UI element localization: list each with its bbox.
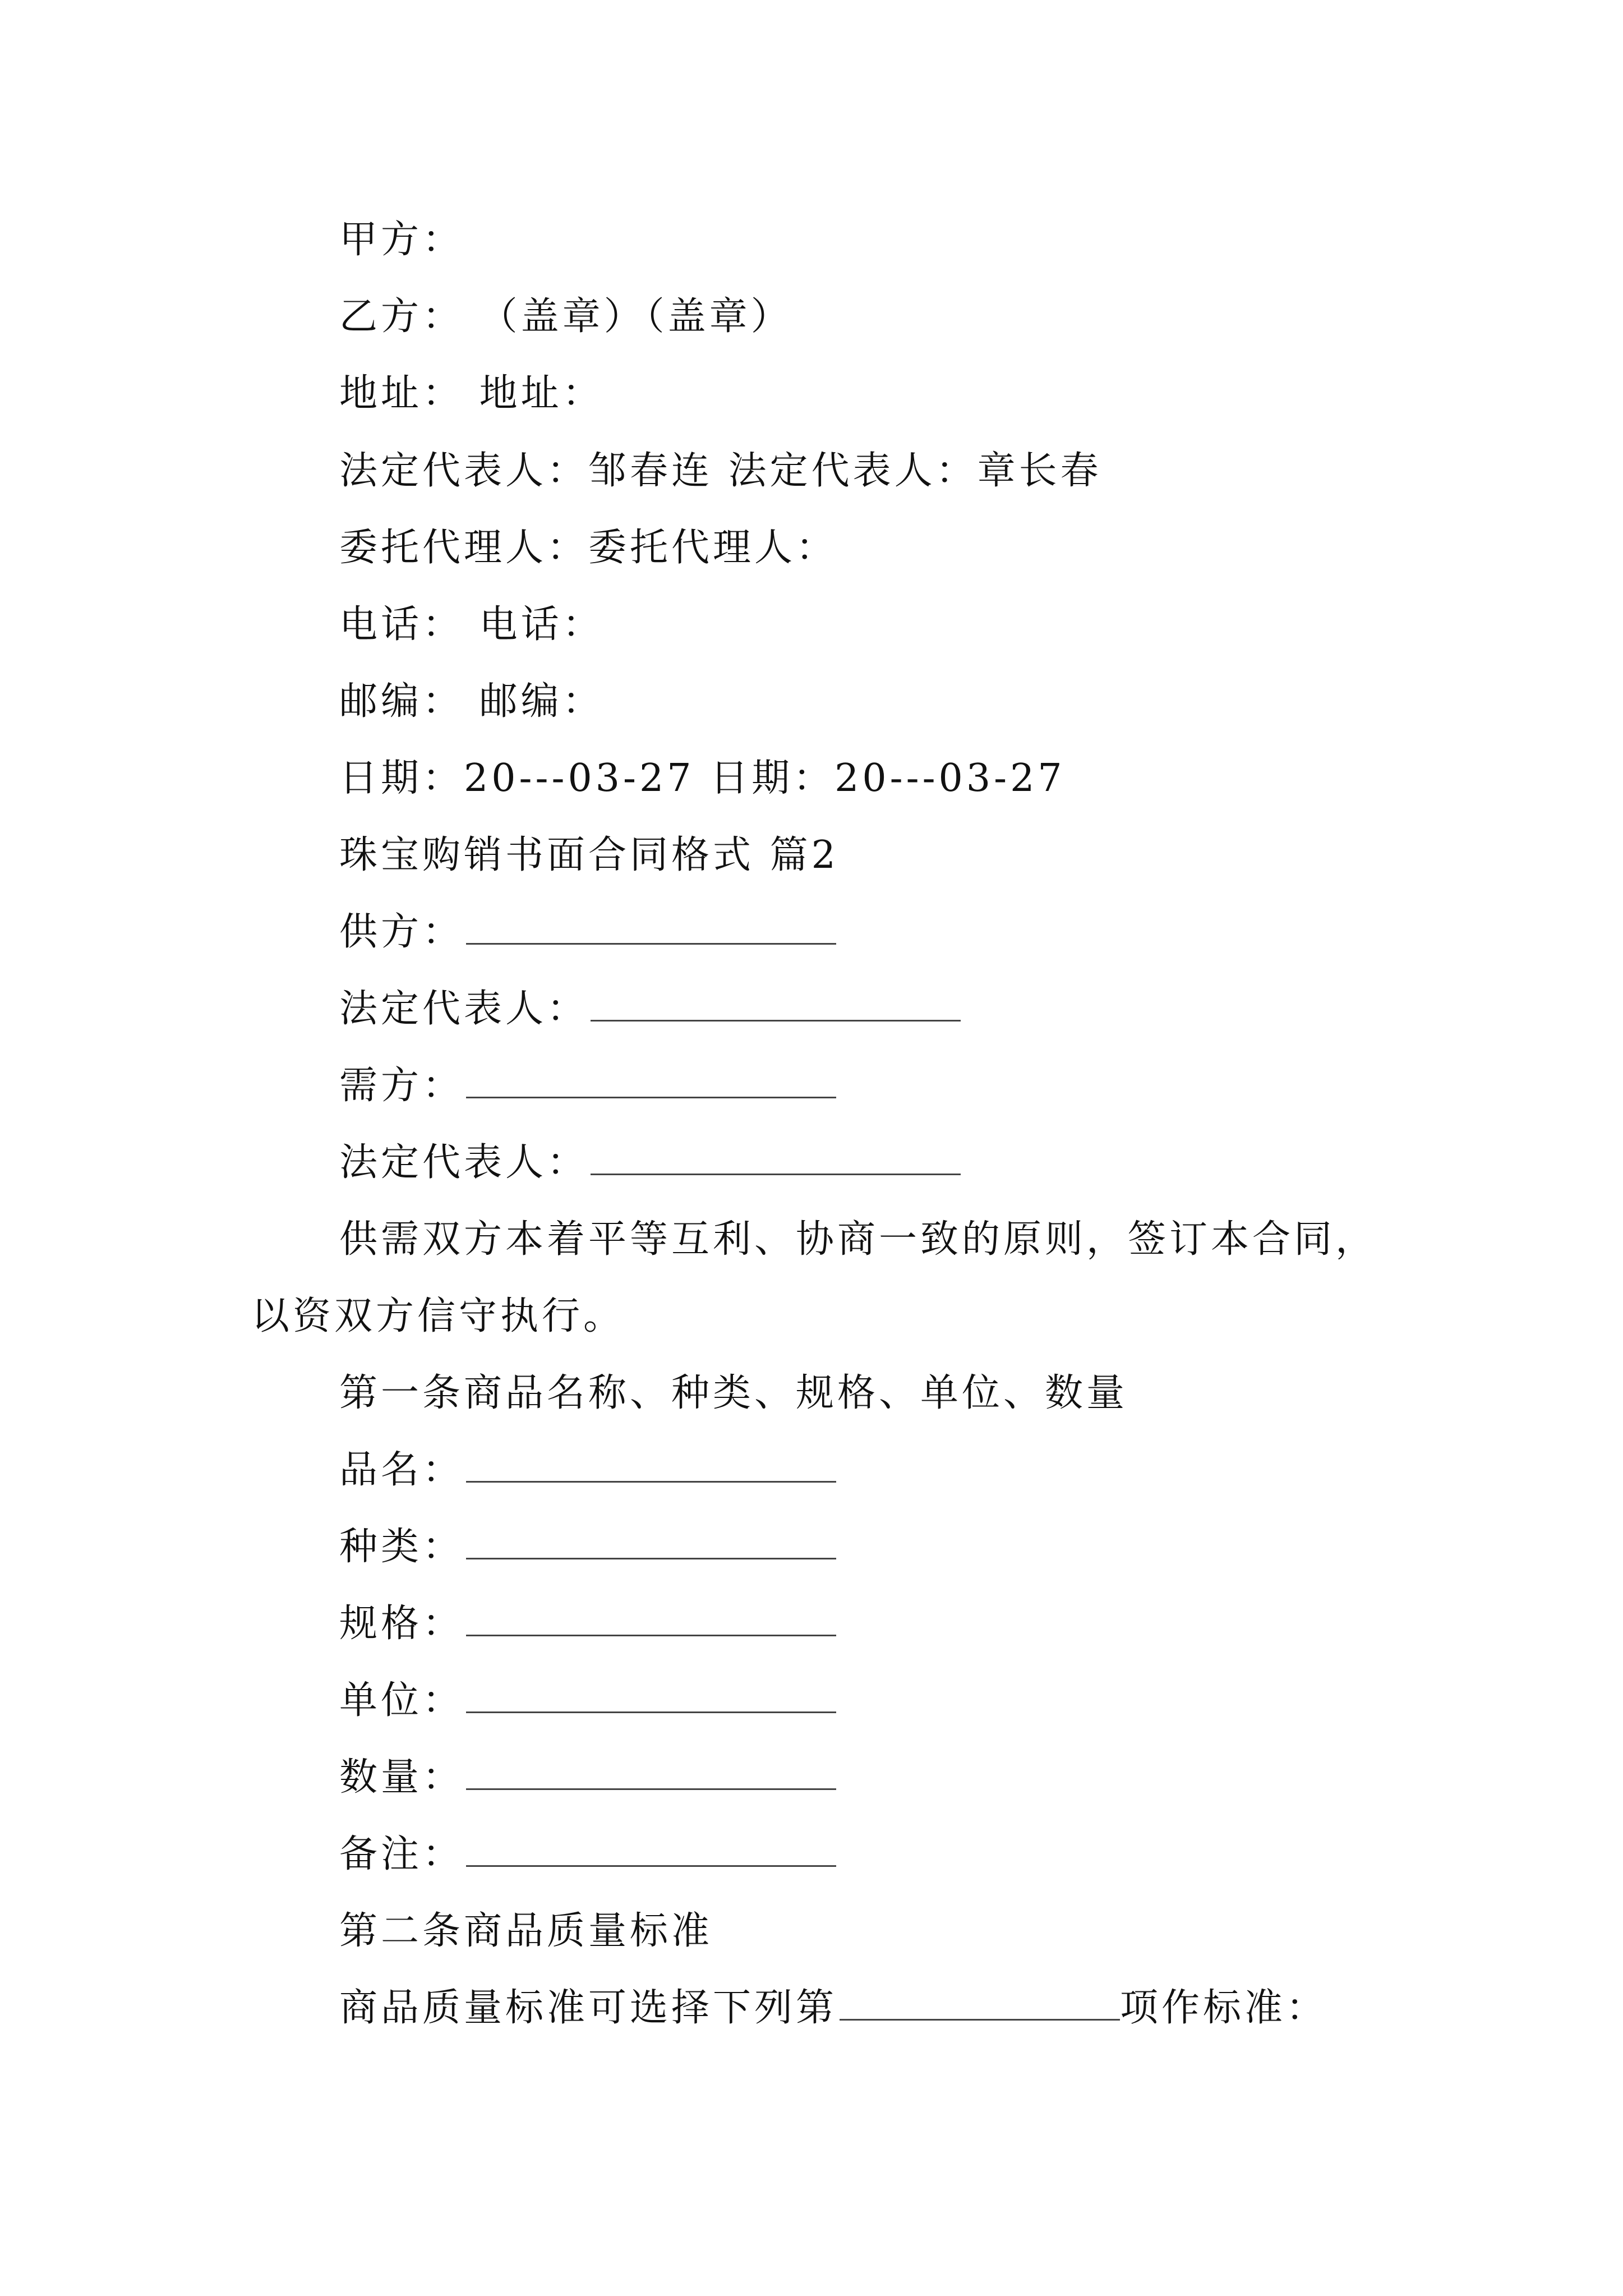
field-blank-type	[466, 1521, 836, 1559]
field-row-name	[339, 1442, 836, 1498]
field-label-type: 种类：	[339, 1525, 464, 1569]
legal-rep-line: 法定代表人：邹春连 法定代表人：章长春	[339, 449, 1102, 493]
field-label-remark: 备注：	[339, 1832, 464, 1876]
field-label-name: 品名：	[339, 1448, 464, 1492]
quality-item-blank	[840, 1982, 1120, 2021]
address-line: 地址： 地址：	[339, 371, 604, 416]
buyer-rep-row	[339, 1135, 961, 1191]
quality-standard-row	[339, 1980, 1327, 2036]
contract-heading: 珠宝购销书面合同格式 篇2	[339, 833, 839, 877]
quality-prefix: 商品质量标准可选择下列第	[339, 1986, 838, 2030]
article2-title: 第二条商品质量标准	[339, 1909, 713, 1953]
buyer-label: 需方：	[339, 1064, 464, 1108]
intro-paragraph-line2: 以资双方信守执行。	[251, 1294, 625, 1338]
supplier-rep-blank	[591, 983, 961, 1022]
party-a-line: 甲方：	[339, 218, 464, 262]
supplier-blank	[466, 906, 836, 945]
field-label-spec: 规格：	[339, 1602, 464, 1646]
supplier-rep-row	[339, 981, 961, 1037]
supplier-label: 供方：	[339, 910, 464, 954]
field-row-remark	[339, 1826, 836, 1883]
article1-title: 第一条商品名称、种类、规格、单位、数量	[339, 1371, 1128, 1415]
field-row-type	[339, 1519, 836, 1575]
postcode-line: 邮编： 邮编：	[339, 679, 604, 724]
date-line: 日期：20---03-27 日期：20---03-27	[339, 756, 1066, 800]
field-label-unit: 单位：	[339, 1678, 464, 1723]
agent-line: 委托代理人：委托代理人：	[339, 526, 838, 570]
field-row-quantity	[339, 1750, 836, 1806]
field-blank-spec	[466, 1598, 836, 1636]
field-blank-remark	[466, 1828, 836, 1867]
field-blank-quantity	[466, 1751, 836, 1790]
field-row-unit	[339, 1673, 836, 1729]
buyer-row	[339, 1058, 836, 1114]
buyer-rep-label: 法定代表人：	[339, 1140, 589, 1185]
phone-line: 电话： 电话：	[339, 602, 604, 647]
party-b-line: 乙方： （盖章）（盖章）	[339, 295, 792, 339]
intro-paragraph-line1: 供需双方本着平等互利、协商一致的原则，签订本合同，	[339, 1217, 1377, 1262]
field-label-quantity: 数量：	[339, 1755, 464, 1800]
field-blank-name	[466, 1444, 836, 1483]
quality-suffix: 项作标准：	[1120, 1986, 1328, 2030]
field-row-spec	[339, 1596, 836, 1652]
supplier-row	[339, 904, 836, 960]
buyer-blank	[466, 1060, 836, 1098]
supplier-rep-label: 法定代表人：	[339, 987, 589, 1031]
field-blank-unit	[466, 1674, 836, 1713]
buyer-rep-blank	[591, 1137, 961, 1175]
